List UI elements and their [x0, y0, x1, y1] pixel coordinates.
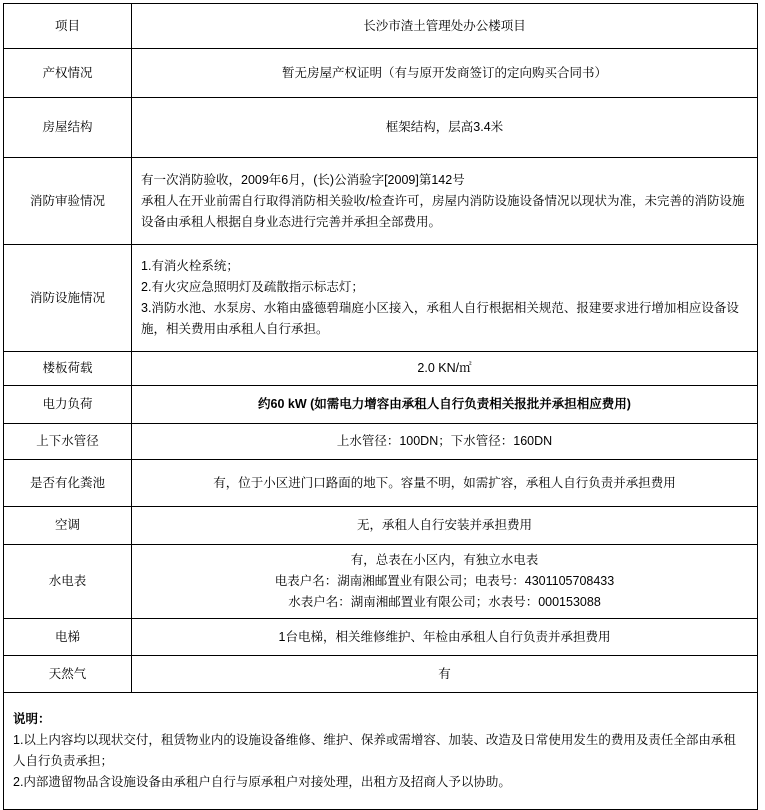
table-row	[4, 49, 758, 98]
row-label-air-conditioning: 空调	[4, 507, 132, 545]
row-label-natural-gas: 天然气	[4, 656, 132, 693]
fire-facilities-line: 2.有火灾应急照明灯及疏散指示标志灯；	[141, 280, 364, 294]
row-label-fire-inspection: 消防审验情况	[4, 158, 132, 245]
row-label-septic-tank: 是否有化粪池	[4, 460, 132, 507]
row-value-septic-tank: 有，位于小区进门口路面的地下。容量不明，如需扩容，承租人自行负责并承担费用	[132, 460, 758, 507]
row-label-power-load: 电力负荷	[4, 386, 132, 424]
table-row	[4, 386, 758, 424]
row-value-power-load: 约60 kW (如需电力增容由承租人自行负责相关报批并承担相应费用)	[132, 386, 758, 424]
notes-title: 说明：	[13, 712, 51, 726]
row-label-property-rights: 产权情况	[4, 49, 132, 98]
row-label-building-structure: 房屋结构	[4, 98, 132, 158]
row-value-building-structure: 框架结构，层高3.4米	[132, 98, 758, 158]
water-electric-meter-line: 电表户名：湖南湘邮置业有限公司；电表号：4301105708433	[274, 574, 615, 588]
row-label-elevator: 电梯	[4, 619, 132, 656]
row-value-natural-gas: 有	[132, 656, 758, 693]
table-row	[4, 656, 758, 693]
table-row	[4, 507, 758, 545]
row-value-air-conditioning: 无，承租人自行安装并承担费用	[132, 507, 758, 545]
document-page	[0, 3, 765, 789]
row-label-water-electric-meter: 水电表	[4, 545, 132, 619]
row-value-fire-facilities	[132, 245, 758, 352]
table-row	[4, 98, 758, 158]
water-electric-meter-line: 水表户名：湖南湘邮置业有限公司；水表号：000153088	[288, 595, 601, 609]
table-row	[4, 245, 758, 352]
table-row	[4, 158, 758, 245]
table-row	[4, 352, 758, 386]
row-value-floor-load: 2.0 KN/㎡	[132, 352, 758, 386]
row-value-elevator: 1台电梯，相关维修维护、年检由承租人自行负责并承担费用	[132, 619, 758, 656]
table-row	[4, 4, 758, 49]
water-electric-meter-line: 有，总表在小区内，有独立水电表	[350, 553, 539, 567]
row-value-property-rights: 暂无房屋产权证明（有与原开发商签订的定向购买合同书）	[132, 49, 758, 98]
table-row	[4, 545, 758, 619]
fire-inspection-line: 有一次消防验收，2009年6月，(长)公消验字[2009]第142号	[141, 172, 465, 187]
row-label-water-pipe-diameter: 上下水管径	[4, 424, 132, 460]
row-label-project: 项目	[4, 4, 132, 49]
row-value-project: 长沙市渣土管理处办公楼项目	[132, 4, 758, 49]
table-row	[4, 693, 758, 810]
table-row	[4, 460, 758, 507]
row-value-fire-inspection	[132, 158, 758, 245]
note-item-1: 1.以上内容均以现状交付，租赁物业内的设施设备维修、维护、保养或需增容、加装、改造及日常使用发生的费用及责任全部由承租人自行负责承担；	[13, 733, 736, 768]
row-value-water-pipe-diameter: 上水管径：100DN；下水管径：160DN	[132, 424, 758, 460]
property-info-table	[3, 3, 758, 810]
fire-facilities-line: 1.有消火栓系统；	[141, 259, 239, 273]
table-row	[4, 619, 758, 656]
table-row	[4, 424, 758, 460]
row-value-water-electric-meter	[132, 545, 758, 619]
row-label-fire-facilities: 消防设施情况	[4, 245, 132, 352]
notes-section	[4, 693, 758, 810]
note-item-2: 2.内部遗留物品含设施设备由承租户自行与原承租户对接处理，出租方及招商人予以协助。	[13, 775, 511, 789]
fire-facilities-line: 3.消防水池、水泵房、水箱由盛德碧瑞庭小区接入，承租人自行根据相关规范、报建要求进行增加相应设备设施，相关费用由承租人自行承担。	[141, 301, 739, 336]
row-label-floor-load: 楼板荷载	[4, 352, 132, 386]
fire-inspection-line: 承租人在开业前需自行取得消防相关验收/检查许可，房屋内消防设施设备情况以现状为准，未完善的消防设施设备由承租人根据自身业态进行完善并承担全部费用。	[141, 193, 745, 229]
